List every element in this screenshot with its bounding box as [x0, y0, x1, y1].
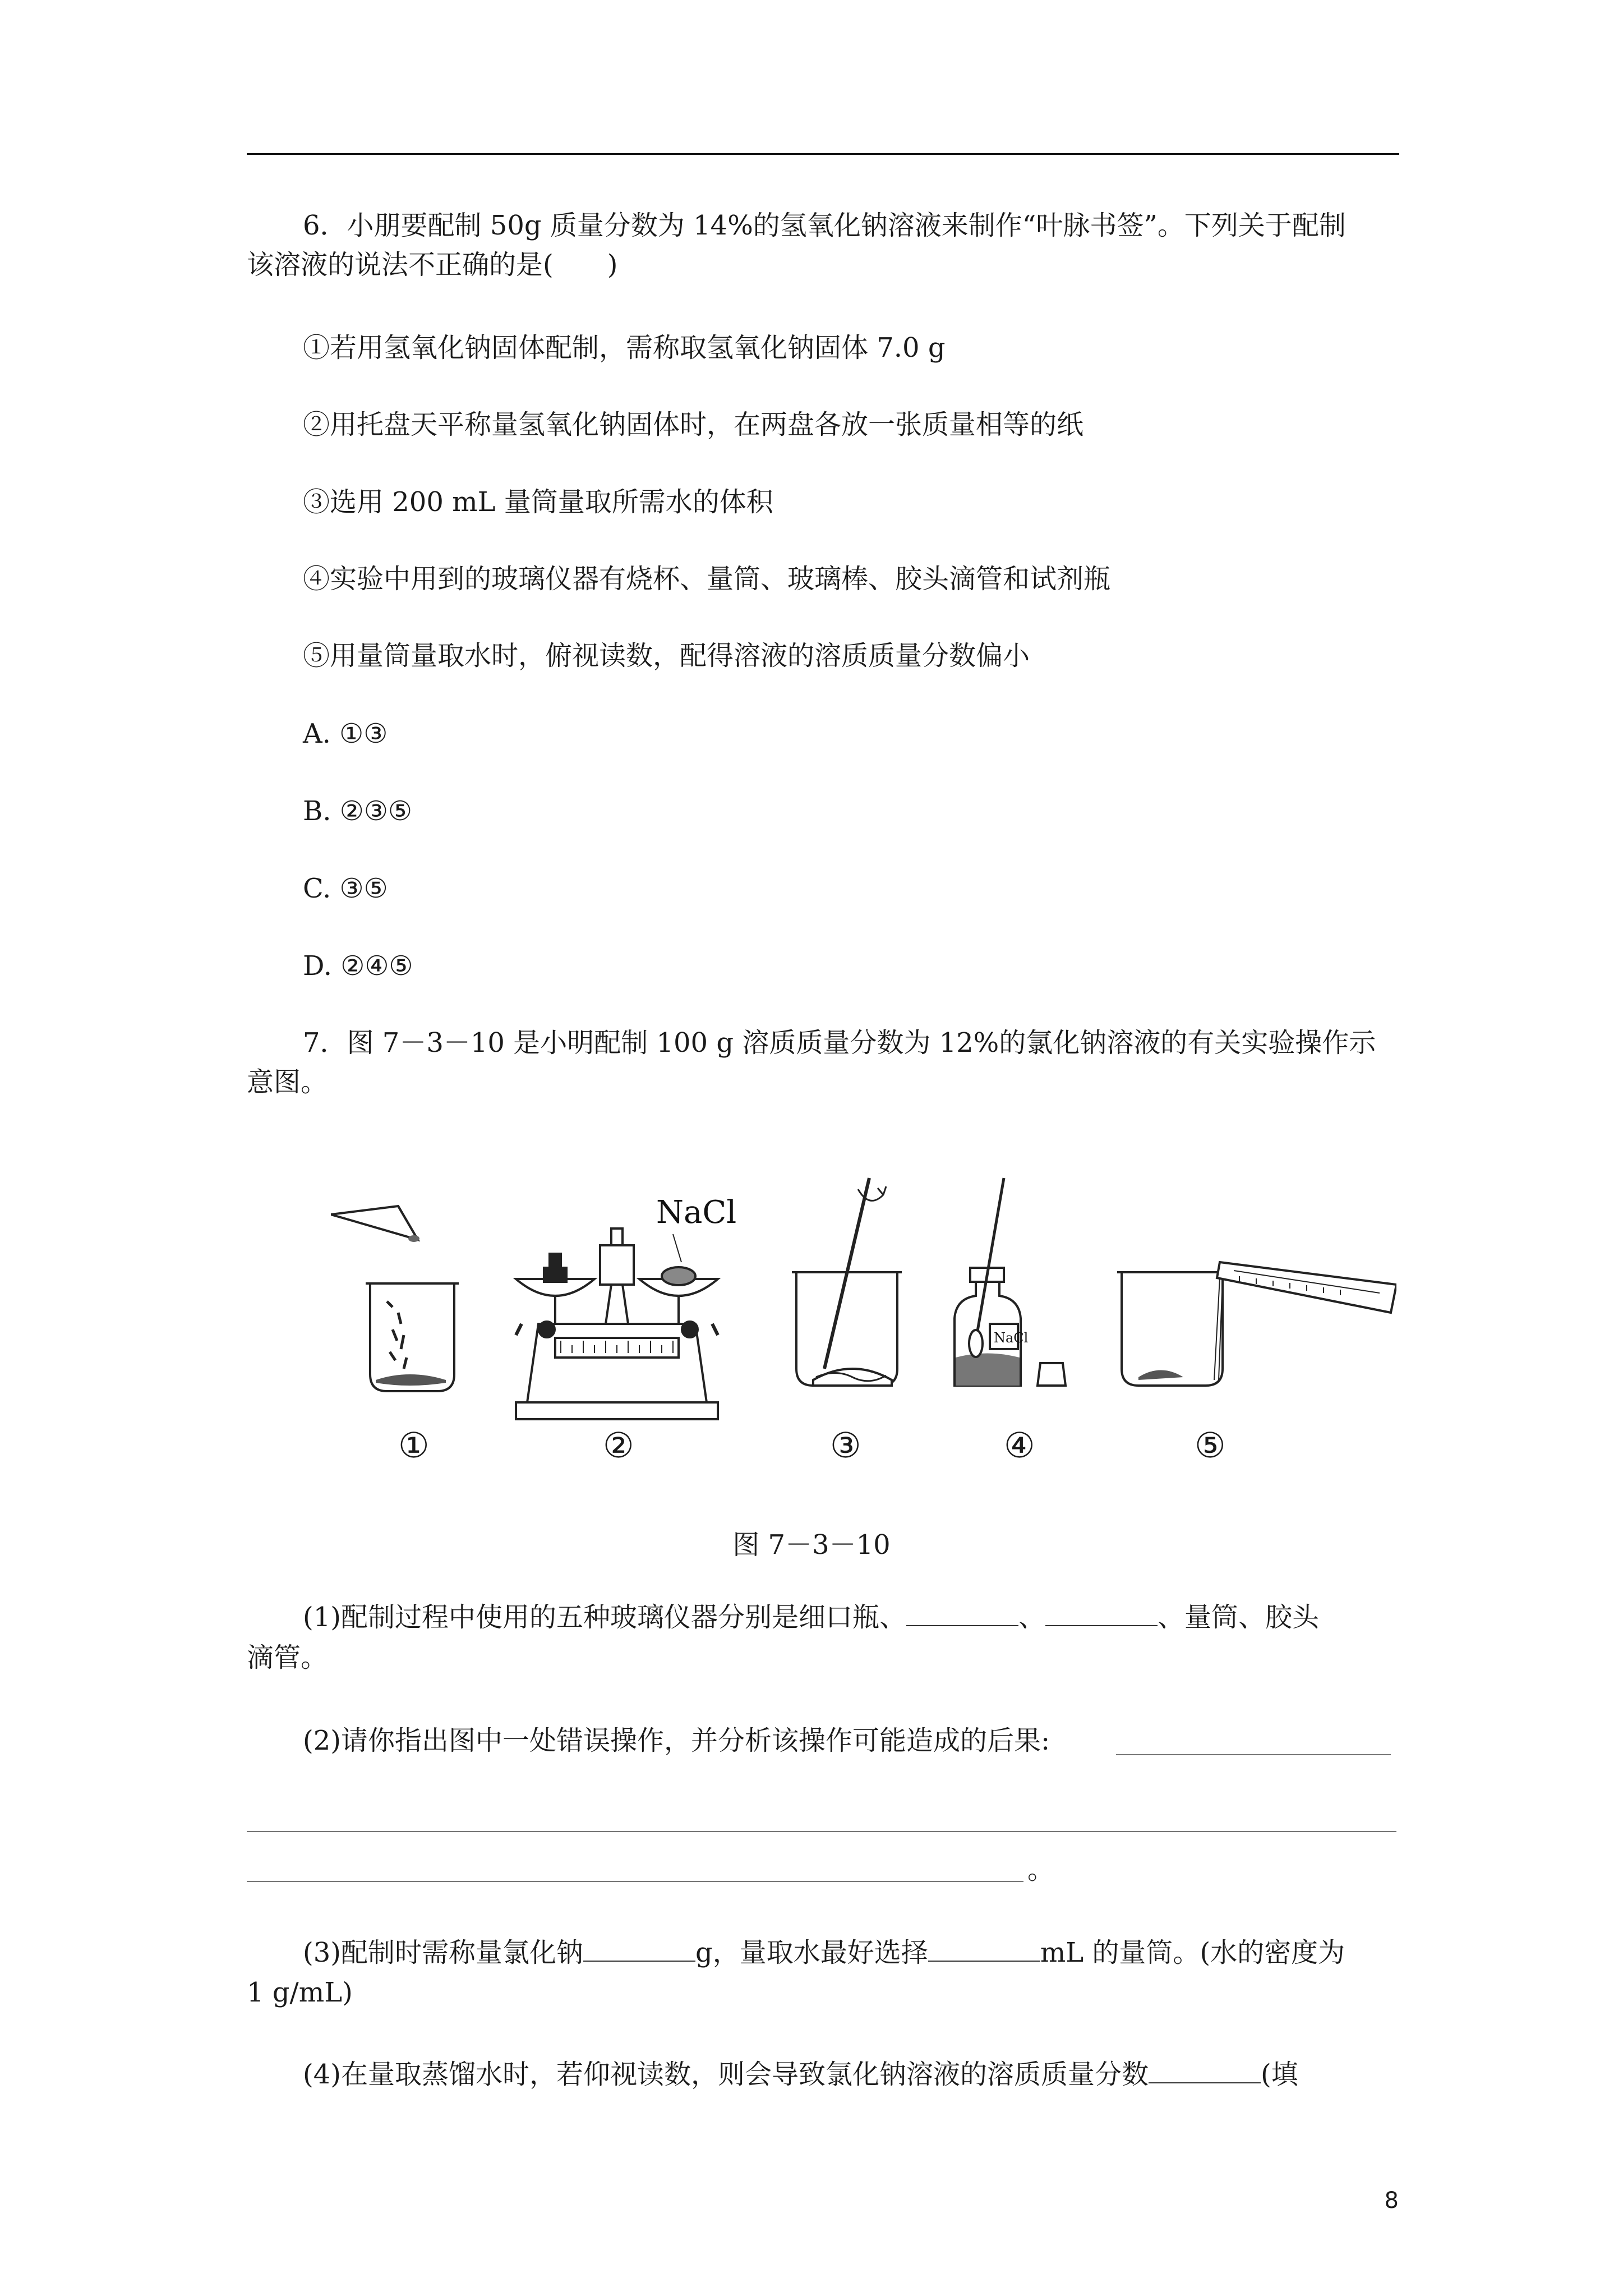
q7-part4-blank[interactable] — [1149, 2058, 1261, 2083]
step5-beaker-cylinder — [1117, 1262, 1396, 1386]
q7-part1-line2: 滴管。 — [247, 1642, 328, 1673]
q7-stem-line1: 7．图 7－3－10 是小明配制 100 g 溶质质量分数为 12%的氯化钠溶液的有关实验操作示 — [303, 1027, 1376, 1059]
q7-part3-text-b: g，量取水最好选择 — [695, 1937, 928, 1968]
q7-part1-line1 — [303, 1600, 1458, 1634]
q7-part4-text-b: (填 — [1261, 2059, 1298, 2090]
q7-part1-blank-2[interactable] — [1045, 1600, 1158, 1626]
q7-part3-text-a: (3)配制时需称量氯化钠 — [303, 1937, 583, 1968]
q7-part2-blank-3[interactable] — [247, 1881, 1023, 1882]
q6-statement-3: ③选用 200 mL 量筒量取所需水的体积 — [303, 486, 773, 518]
q7-part3-text-c: mL 的量筒。(水的密度为 — [1040, 1937, 1345, 1968]
step2-balance — [516, 1228, 718, 1419]
q6-option-b[interactable]: B. ②③⑤ — [303, 795, 412, 827]
q7-stem-line2: 意图。 — [247, 1066, 328, 1098]
q7-part3-blank-2[interactable] — [928, 1936, 1040, 1962]
q7-part3-line2: 1 g/mL) — [247, 1977, 353, 2008]
q6-stem-line2: 该溶液的说法不正确的是( ) — [247, 249, 618, 280]
q7-part1-text-a: (1)配制过程中使用的五种玻璃仪器分别是细口瓶、 — [303, 1602, 906, 1633]
q7-part2-end: 。 — [1027, 1854, 1055, 1885]
q7-part1-sep: 、 — [1018, 1602, 1046, 1633]
bottle-label: NaCl — [994, 1330, 1029, 1346]
q6-statement-5: ⑤用量筒量取水时，俯视读数，配得溶液的溶质质量分数偏小 — [303, 640, 1030, 671]
q7-part3-line1 — [303, 1936, 1458, 1970]
q6-option-a[interactable]: A. ①③ — [303, 718, 388, 749]
q7-part3-blank-1[interactable] — [583, 1936, 695, 1962]
q7-part2-text: (2)请你指出图中一处错误操作，并分析该操作可能造成的后果: — [303, 1725, 1050, 1756]
q7-part1-blank-1[interactable] — [906, 1600, 1018, 1626]
q7-part4-line1 — [303, 2058, 1458, 2091]
q6-statement-4: ④实验中用到的玻璃仪器有烧杯、量筒、玻璃棒、胶头滴管和试剂瓶 — [303, 563, 1111, 595]
step4-reagent-bottle — [955, 1178, 1066, 1386]
q6-statement-2: ②用托盘天平称量氢氧化钠固体时，在两盘各放一张质量相等的纸 — [303, 409, 1084, 440]
step3-beaker-stirring — [792, 1178, 902, 1386]
step1-beaker-pouring — [331, 1206, 459, 1391]
page-number: 8 — [1384, 2188, 1399, 2214]
nacl-label: NaCl — [656, 1194, 737, 1231]
step-label-2: ② — [603, 1425, 634, 1466]
q7-part4-text-a: (4)在量取蒸馏水时，若仰视读数，则会导致氯化钠溶液的溶质质量分数 — [303, 2059, 1149, 2090]
experiment-figure-svg — [331, 1156, 1396, 1481]
q6-option-d[interactable]: D. ②④⑤ — [303, 950, 413, 982]
header-rule — [247, 153, 1399, 155]
q7-part2-blank-2[interactable] — [247, 1831, 1396, 1832]
step-label-3: ③ — [830, 1425, 861, 1466]
q7-part2-blank-1[interactable] — [1116, 1754, 1391, 1755]
q6-statement-1: ①若用氢氧化钠固体配制，需称取氢氧化钠固体 7.0 g — [303, 332, 946, 364]
step-label-1: ① — [398, 1425, 430, 1466]
step-label-4: ④ — [1004, 1425, 1035, 1466]
q6-stem-line1: 6．小朋要配制 50g 质量分数为 14%的氢氧化钠溶液来制作“叶脉书签”。下列关于配制 — [303, 210, 1346, 241]
q6-option-c[interactable]: C. ③⑤ — [303, 873, 388, 904]
q7-part2-line1 — [303, 1724, 1458, 1757]
experiment-figure — [331, 1156, 1396, 1481]
figure-caption: 图 7－3－10 — [732, 1529, 891, 1561]
q7-part1-text-b: 、量筒、胶头 — [1158, 1602, 1320, 1633]
step-label-5: ⑤ — [1195, 1425, 1226, 1466]
